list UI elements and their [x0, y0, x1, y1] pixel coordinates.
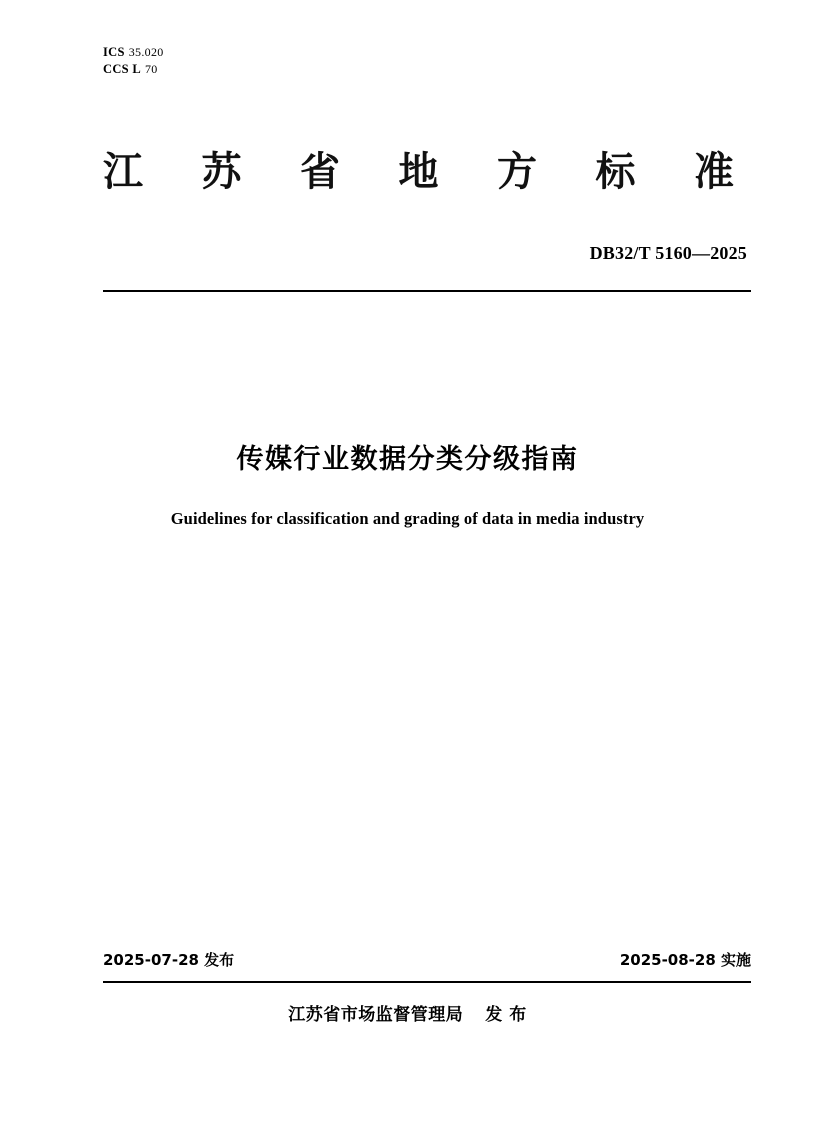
document-title-english: Guidelines for classification and grading of data in media industry: [170, 509, 645, 528]
standard-number: DB32/T 5160—2025: [589, 243, 747, 263]
ics-code: [103, 44, 164, 61]
issuing-authority: [0, 1000, 815, 1025]
series-char-1: 苏: [201, 149, 243, 195]
series-char-6: 准: [694, 149, 735, 195]
footer-divider: [103, 981, 751, 983]
series-char-0: 江: [103, 149, 144, 195]
series-char-5: 标: [595, 149, 637, 195]
date-row: [103, 949, 751, 970]
issuer-suffix: 发 布: [485, 1005, 527, 1025]
ccs-value: 70: [144, 61, 158, 76]
series-char-2: 省: [300, 149, 341, 195]
issue-date: 2025-07-28 发布: [103, 951, 235, 969]
issuer-name: 江苏省市场监督管理局: [288, 1005, 464, 1025]
series-char-4: 方: [497, 149, 538, 195]
ics-label: ICS: [103, 45, 125, 59]
series-char-3: 地: [398, 149, 440, 195]
header-divider: [103, 290, 751, 292]
ccs-code: [103, 61, 164, 78]
implementation-date: 2025-08-28 实施: [619, 951, 751, 969]
standard-series-title: [103, 140, 751, 197]
ics-value: 35.020: [128, 45, 164, 59]
ccs-label: CCS L: [103, 61, 141, 76]
document-title-chinese: 传媒行业数据分类分级指南: [236, 444, 579, 475]
classification-codes: [103, 44, 164, 78]
